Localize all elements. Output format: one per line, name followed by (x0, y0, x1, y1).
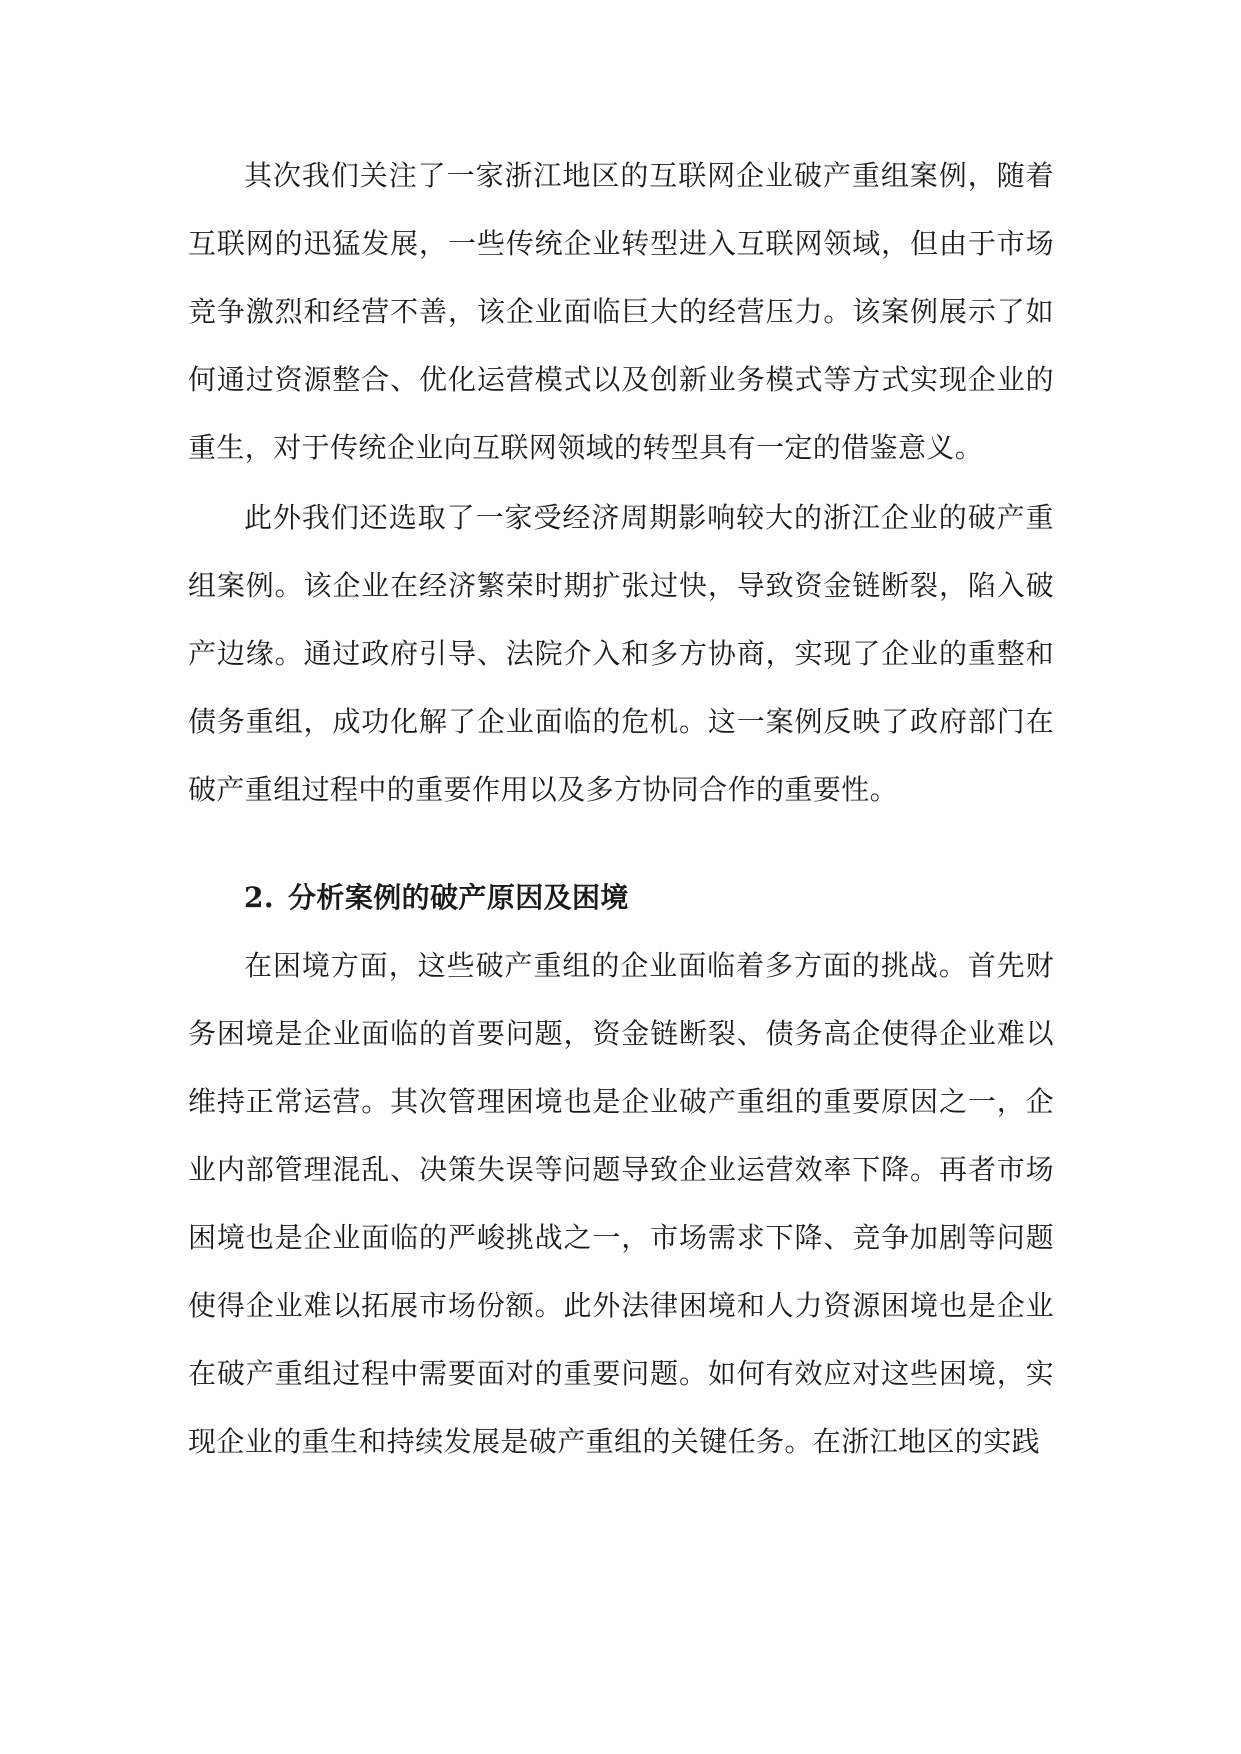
paragraph-difficulties: 在困境方面，这些破产重组的企业面临着多方面的挑战。首先财务困境是企业面临的首要问题，资金链断裂、债务高企使得企业难以维持正常运营。其次管理困境也是企业破产重组的重要原因之一，企业内部管理混乱、决策失误等问题导致企业运营效率下降。再者市场困境也是企业面临的严峻挑战之一，市场需求下降、竞争加剧等问题使得企业难以拓展市场份额。此外法律困境和人力资源困境也是企业在破产重组过程中需要面对的重要问题。如何有效应对这些困境，实现企业的重生和持续发展是破产重组的关键任务。在浙江地区的实践 (188, 949, 1054, 1458)
paragraph-economic-cycle-case: 此外我们还选取了一家受经济周期影响较大的浙江企业的破产重组案例。该企业在经济繁荣时期扩张过快，导致资金链断裂，陷入破产边缘。通过政府引导、法院介入和多方协商，实现了企业的重整和债务重组，成功化解了企业面临的危机。这一案例反映了政府部门在破产重组过程中的重要作用以及多方协同合作的重要性。 (188, 501, 1054, 806)
section-number: 2. (244, 881, 275, 914)
paragraph-internet-case: 其次我们关注了一家浙江地区的互联网企业破产重组案例，随着互联网的迅猛发展，一些传统企业转型进入互联网领域，但由于市场竞争激烈和经营不善，该企业面临巨大的经营压力。该案例展示了如何通过资源整合、优化运营模式以及创新业务模式等方式实现企业的重生，对于传统企业向互联网领域的转型具有一定的借鉴意义。 (188, 159, 1054, 464)
section-heading (188, 864, 1054, 932)
page-content (188, 142, 1054, 1476)
section-title: 分析案例的破产原因及困境 (288, 881, 629, 914)
